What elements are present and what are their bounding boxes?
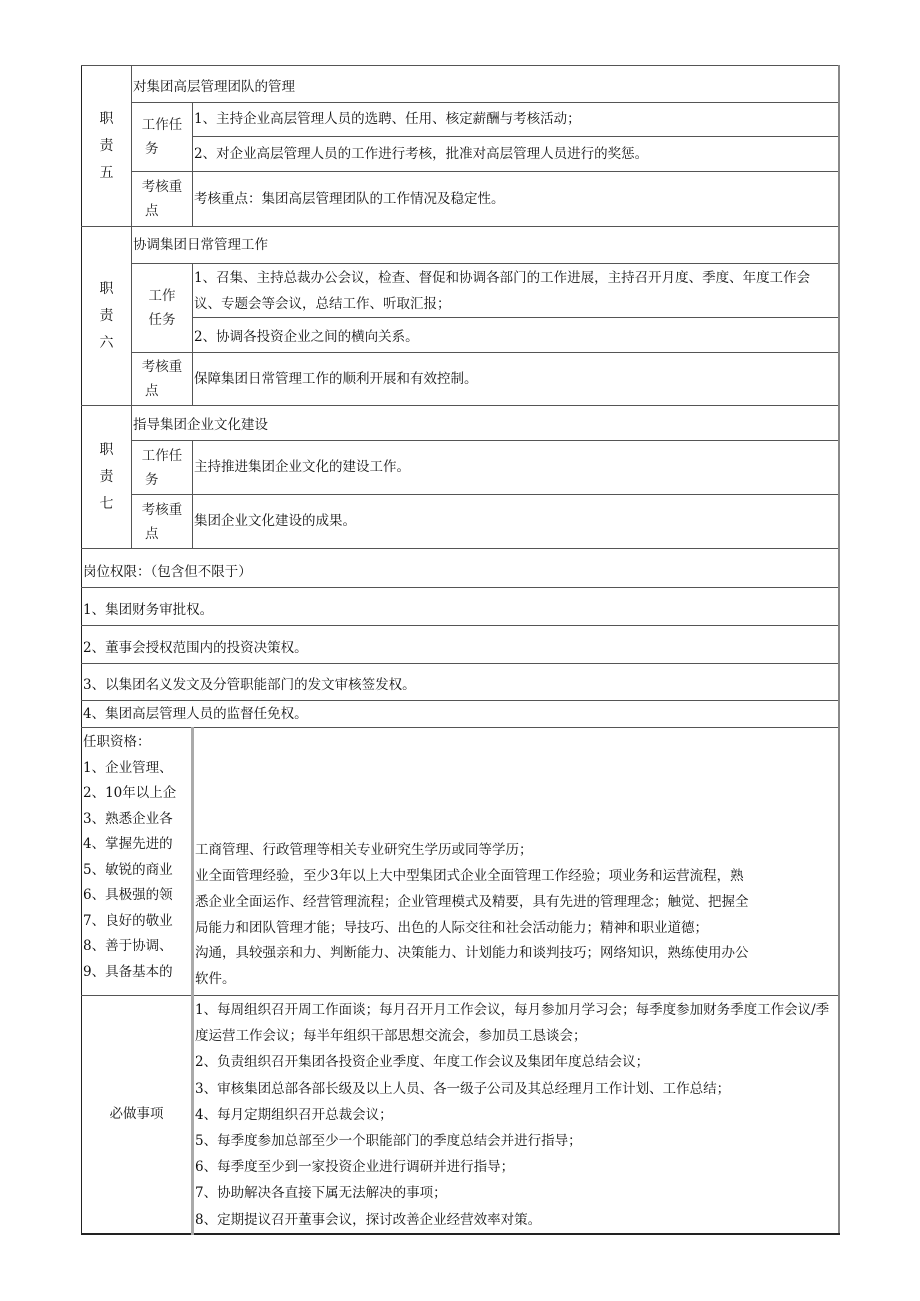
duty-7-label (82, 406, 132, 549)
duty-label-char: 责 (99, 468, 114, 485)
must-do-label: 必做事项 (82, 996, 193, 1234)
duty-5-task-1: 1、主持企业高层管理人员的选聘、任用、核定薪酬与考核活动； (193, 103, 839, 137)
must-do-item: 4、每月定期组织召开总裁会议； (195, 1106, 393, 1123)
duty-6-title-row (82, 227, 839, 264)
qualification-item: 4、掌握先进的 (83, 836, 173, 852)
duty-6-task-1: 1、召集、主持总裁办公会议，检查、督促和协调各部门的工作进展，主持召开月度、季度、年度工作会议、专题会等会议，总结工作、听取汇报； (193, 264, 839, 318)
duty-label-char: 职 (99, 441, 114, 458)
qualification-detail: 业全面管理经验，至少3年以上大中型集团式企业全面管理工作经验；项业务和运营流程，熟 (195, 868, 744, 885)
qualification-detail: 悉企业全面运作、经营管理流程；企业管理模式及精要，具有先进的管理理念；触觉、把握全 (195, 893, 749, 910)
qualification-item: 1、企业管理、 (83, 759, 173, 776)
duty-5-task-row (82, 137, 839, 172)
duty-5-label (82, 66, 132, 227)
duty-label-char: 职 (99, 110, 114, 127)
duty-7-task-label: 工作任 务 (132, 441, 193, 495)
authority-heading-row (82, 549, 839, 588)
authority-item-row (82, 701, 839, 728)
authority-item-row (82, 626, 839, 664)
duty-label-char: 职 (99, 280, 114, 297)
duty-label-char: 七 (99, 495, 114, 512)
authority-item-1: 1、集团财务审批权。 (82, 588, 839, 626)
authority-item-row (82, 588, 839, 626)
qualification-detail: 软件。 (195, 971, 236, 988)
qualification-item: 3、熟悉企业各 (83, 810, 173, 827)
duty-6-review: 保障集团日常管理工作的顺利开展和有效控制。 (193, 353, 839, 406)
duty-7-title: 指导集团企业文化建设 (132, 406, 839, 441)
duty-6-label (82, 227, 132, 406)
duty-label-char: 责 (99, 137, 114, 154)
must-do-items (193, 996, 839, 1234)
qualifications-right (193, 728, 839, 996)
qualifications-row (82, 728, 839, 996)
must-do-item: 3、审核集团总部各部长级及以上人员、各一级子公司及其总经理月工作计划、工作总结； (195, 1080, 731, 1097)
duty-6-task-row (82, 318, 839, 353)
duty-5-review-label: 考核重 点 (132, 172, 193, 227)
authority-heading: 岗位权限：（包含但不限于） (82, 549, 839, 588)
duty-5-task-2: 2、对企业高层管理人员的工作进行考核，批准对高层管理人员进行的奖惩。 (193, 137, 839, 172)
qualifications-left (82, 728, 193, 996)
qualification-item: 5、敏锐的商业 (83, 861, 173, 878)
qualification-item: 8、善于协调、 (83, 938, 173, 954)
duty-5-review: 考核重点：集团高层管理团队的工作情况及稳定性。 (193, 172, 839, 227)
duty-6-title: 协调集团日常管理工作 (132, 227, 839, 264)
duty-5-task-label: 工作任 务 (132, 103, 193, 172)
qualification-detail: 沟通，具较强亲和力、判断能力、决策能力、计划能力和谈判技巧；网络知识，熟练使用办公 (195, 945, 749, 962)
duty-label-char: 六 (99, 334, 114, 351)
must-do-item: 1、每周组织召开周工作面谈；每月召开月工作会议，每月参加月学习会；每季度参加财务季度工作会议/季度运营工作会议；每半年组织干部思想交流会，参加员工恳谈会； (195, 1002, 830, 1045)
qualification-item: 9、具备基本的 (83, 963, 173, 980)
duty-7-title-row (82, 406, 839, 441)
duty-6-review-label: 考核重 点 (132, 353, 193, 406)
duty-6-task-label: 工作 任务 (132, 264, 193, 353)
must-do-item: 5、每季度参加总部至少一个职能部门的季度总结会并进行指导； (195, 1133, 582, 1150)
duty-7-task-row (82, 441, 839, 495)
qualification-item: 2、10年以上企 (83, 785, 177, 801)
authority-item-3: 3、以集团名义发文及分管职能部门的发文审核签发权。 (82, 664, 839, 701)
duty-6-task-2: 2、协调各投资企业之间的横向关系。 (193, 318, 839, 353)
duty-7-review-row (82, 495, 839, 549)
authority-item-row (82, 664, 839, 701)
must-do-item: 7、协助解决各直接下属无法解决的事项； (195, 1185, 447, 1202)
qualification-detail: 局能力和团队管理才能；导技巧、出色的人际交往和社会活动能力；精神和职业道德； (195, 919, 708, 936)
duty-7-review-label: 考核重 点 (132, 495, 193, 549)
job-description-document (81, 65, 838, 1235)
job-description-table (81, 65, 840, 1235)
authority-item-2: 2、董事会授权范围内的投资决策权。 (82, 626, 839, 664)
duty-label-char: 责 (99, 307, 114, 324)
duty-5-title: 对集团高层管理团队的管理 (132, 66, 839, 103)
duty-6-task-row (82, 264, 839, 318)
duty-7-task-1: 主持推进集团企业文化的建设工作。 (193, 441, 839, 495)
qualification-item: 7、良好的敬业 (83, 912, 173, 929)
authority-item-4: 4、集团高层管理人员的监督任免权。 (82, 701, 839, 728)
must-do-item: 6、每季度至少到一家投资企业进行调研并进行指导； (195, 1159, 515, 1176)
must-do-item: 2、负责组织召开集团各投资企业季度、年度工作会议及集团年度总结会议； (195, 1054, 650, 1071)
must-do-item: 8、定期提议召开董事会议，探讨改善企业经营效率对策。 (195, 1211, 542, 1228)
duty-7-review: 集团企业文化建设的成果。 (193, 495, 839, 549)
must-do-row (82, 996, 839, 1234)
duty-5-task-row (82, 103, 839, 137)
duty-6-review-row (82, 353, 839, 406)
qualification-detail: 工商管理、行政管理等相关专业研究生学历或同等学历； (195, 842, 533, 859)
duty-5-title-row (82, 66, 839, 103)
qualification-item: 6、具极强的领 (83, 887, 173, 903)
qualifications-heading: 任职资格： (83, 734, 151, 750)
duty-label-char: 五 (99, 164, 114, 181)
duty-5-review-row (82, 172, 839, 227)
